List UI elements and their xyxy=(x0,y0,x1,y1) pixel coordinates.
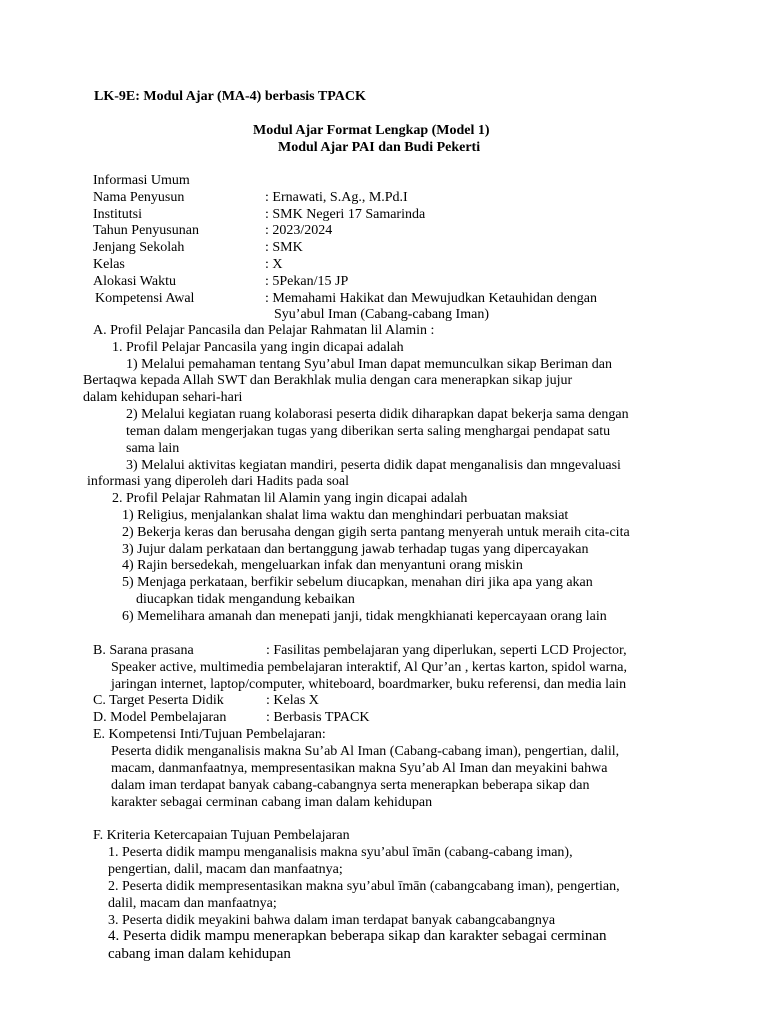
lk-title: LK-9E: Modul Ajar (MA-4) berbasis TPACK xyxy=(94,89,366,104)
module-subtitle: Modul Ajar PAI dan Budi Pekerti xyxy=(278,140,481,155)
section-d-value: : Berbasis TPACK xyxy=(266,710,370,725)
section-e-line: Peserta didik menganalisis makna Su’ab Al Iman (Cabang-cabang iman), pengertian, dalil, xyxy=(111,744,620,759)
section-a-p1-line3: dalam kehidupan sehari-hari xyxy=(83,390,243,405)
info-label-nama: Nama Penyusun xyxy=(93,190,185,205)
section-a-p3-line1: 3) Melalui aktivitas kegiatan mandiri, peserta didik dapat menganalisis dan mngevaluasi xyxy=(126,458,621,473)
info-label-tahun: Tahun Penyusunan xyxy=(93,223,199,238)
info-label-kelas: Kelas xyxy=(93,257,125,272)
section-f-line: dalil, macam dan manfaatnya; xyxy=(108,896,277,911)
info-value-kompetensi-cont: Syu’abul Iman (Cabang-cabang Iman) xyxy=(274,307,489,322)
section-a-item: 5) Menjaga perkataan, berfikir sebelum diucapkan, menahan diri jika apa yang akan xyxy=(122,575,593,590)
section-e-line: dalam iman terdapat banyak cabang-cabangnya serta menerapkan beberapa sikap dan xyxy=(111,778,590,793)
info-value-alokasi: : 5Pekan/15 JP xyxy=(265,274,349,289)
section-f-line: 3. Peserta didik meyakini bahwa dalam iman terdapat banyak cabangcabangnya xyxy=(108,913,556,928)
section-c-value: : Kelas X xyxy=(266,693,319,708)
info-label-alokasi: Alokasi Waktu xyxy=(93,274,176,289)
section-a-item: 6) Memelihara amanah dan menepati janji, tidak mengkhianati kepercayaan orang lain xyxy=(122,609,607,624)
section-a-item: 4) Rajin bersedekah, mengeluarkan infak dan menyantuni orang miskin xyxy=(122,558,523,573)
section-f-line: 1. Peserta didik mampu menganalisis makna syu’abul īmān (cabang-cabang iman), xyxy=(108,845,573,860)
info-value-kompetensi: : Memahami Hakikat dan Mewujudkan Ketauhidan dengan xyxy=(265,291,598,306)
info-label-jenjang: Jenjang Sekolah xyxy=(93,240,185,255)
section-a-p2-line3: sama lain xyxy=(126,441,180,456)
section-a-item-cont: diucapkan tidak mengandung kebaikan xyxy=(136,592,355,607)
section-a-sub2: 2. Profil Pelajar Rahmatan lil Alamin yang ingin dicapai adalah xyxy=(112,491,468,506)
section-f-line: cabang iman dalam kehidupan xyxy=(108,946,291,962)
info-value-institusi: : SMK Negeri 17 Samarinda xyxy=(265,207,426,222)
section-a-sub1: 1. Profil Pelajar Pancasila yang ingin dicapai adalah xyxy=(112,340,404,355)
section-f-line: 2. Peserta didik mempresentasikan makna syu’abul īmān (cabangcabang iman), pengertian, xyxy=(108,879,620,894)
info-heading: Informasi Umum xyxy=(93,173,190,188)
section-c-label: C. Target Peserta Didik xyxy=(93,693,224,708)
module-title: Modul Ajar Format Lengkap (Model 1) xyxy=(253,123,490,138)
info-value-nama: : Ernawati, S.Ag., M.Pd.I xyxy=(265,190,408,205)
section-a-item: 3) Jujur dalam perkataan dan bertanggung jawab terhadap tugas yang dipercayakan xyxy=(122,542,589,557)
info-label-kompetensi: Kompetensi Awal xyxy=(95,291,195,306)
section-a-item: 1) Religius, menjalankan shalat lima waktu dan menghindari perbuatan maksiat xyxy=(122,508,569,523)
section-a-p2-line1: 2) Melalui kegiatan ruang kolaborasi peserta didik diharapkan dapat bekerja sama dengan xyxy=(126,407,629,422)
section-e-line: karakter sebagai cerminan cabang iman dalam kehidupan xyxy=(111,795,433,810)
section-f-line: pengertian, dalil, macam dan manfaatnya; xyxy=(108,862,343,877)
section-b-cont-1: Speaker active, multimedia pembelajaran interaktif, Al Qur’an , kertas karton, spidol warna, xyxy=(111,660,628,675)
section-d-label: D. Model Pembelajaran xyxy=(93,710,227,725)
section-a-item: 2) Bekerja keras dan berusaha dengan gigih serta pantang menyerah untuk meraih cita-cita xyxy=(122,525,630,540)
section-f-line: 4. Peserta didik mampu menerapkan beberapa sikap dan karakter sebagai cerminan xyxy=(108,928,607,944)
info-label-institusi: Institutsi xyxy=(93,207,143,222)
info-value-tahun: : 2023/2024 xyxy=(265,223,333,238)
section-e-heading: E. Kompetensi Inti/Tujuan Pembelajaran: xyxy=(93,727,326,742)
section-a-heading: A. Profil Pelajar Pancasila dan Pelajar Rahmatan lil Alamin : xyxy=(93,323,435,338)
section-b-cont-2: jaringan internet, laptop/computer, whiteboard, boardmarker, buku referensi, dan media lain xyxy=(111,677,627,692)
section-f-heading: F. Kriteria Ketercapaian Tujuan Pembelajaran xyxy=(93,828,350,843)
info-value-kelas: : X xyxy=(265,257,283,272)
section-b-label: B. Sarana prasana xyxy=(93,643,194,658)
section-a-p3-line2: informasi yang diperoleh dari Hadits pada soal xyxy=(87,474,350,489)
section-b-value: : Fasilitas pembelajaran yang diperlukan, seperti LCD Projector, xyxy=(266,643,627,658)
section-e-line: macam, danmanfaatnya, mempresentasikan makna Syu’ab Al Iman dan meyakini bahwa xyxy=(111,761,608,776)
section-a-p2-line2: teman dalam mengerjakan tugas yang diberikan serta saling menghargai pendapat satu xyxy=(126,424,611,439)
section-a-p1-line2: Bertaqwa kepada Allah SWT dan Berakhlak mulia dengan cara menerapkan sikap jujur xyxy=(83,373,573,388)
section-a-p1-line1: 1) Melalui pemahaman tentang Syu’abul Iman dapat memunculkan sikap Beriman dan xyxy=(126,357,612,372)
info-value-jenjang: : SMK xyxy=(265,240,303,255)
